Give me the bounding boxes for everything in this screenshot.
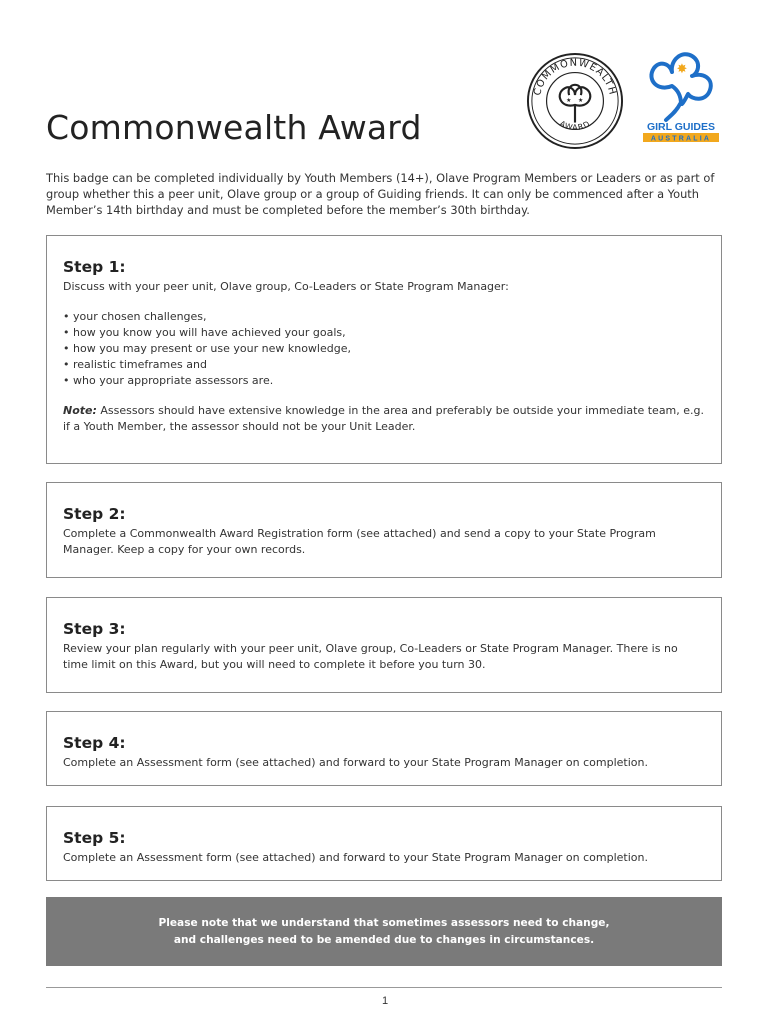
footer-divider	[46, 987, 722, 988]
step-1-bullet-list	[63, 309, 705, 389]
svg-text:★: ★	[577, 97, 584, 104]
list-item: • how you know you will have achieved your goals,	[63, 325, 705, 341]
intro-paragraph: This badge can be completed individually by Youth Members (14+), Olave Program Members or Leaders or as part of group whether this a peer unit, Olave group or a group of Guiding friends. It can only be commenced after a Youth Member’s 14th birthday and must be completed before the member’s 30th birthday.	[46, 171, 715, 217]
logo-text-line2: AUSTRALIA	[650, 135, 712, 143]
note-text: Assessors should have extensive knowledge in the area and preferably be outside your immediate team, e.g. if a Youth Member, the assessor should not be your Unit Leader.	[63, 404, 705, 433]
step-1-text: Discuss with your peer unit, Olave group, Co-Leaders or State Program Manager:	[63, 280, 509, 293]
list-item: • how you may present or use your new knowledge,	[63, 341, 705, 357]
step-3-text: Review your plan regularly with your peer unit, Olave group, Co-Leaders or State Program Manager. There is no time limit on this Award, but you will need to complete it before you turn 30.	[63, 642, 678, 671]
step-5-title: Step 5:	[63, 829, 126, 847]
notice-line-1: Please note that we understand that sometimes assessors need to change,	[158, 917, 610, 929]
commonwealth-award-seal	[526, 52, 624, 150]
notice-line-2: and challenges need to be amended due to changes in circumstances.	[173, 934, 595, 946]
list-item: • realistic timeframes and	[63, 357, 705, 373]
notice-banner	[46, 897, 722, 966]
list-item: • your chosen challenges,	[63, 309, 705, 325]
step-1-title: Step 1:	[63, 258, 126, 276]
note-label: Note:	[63, 404, 97, 417]
seal-ring-text: COMMONWEALTH	[532, 57, 618, 97]
step-5-text: Complete an Assessment form (see attached) and forward to your State Program Manager on completion.	[63, 851, 648, 864]
logo-text-line1: GIRL GUIDES	[646, 121, 716, 133]
girl-guides-australia-logo	[636, 46, 726, 146]
step-2-title: Step 2:	[63, 505, 126, 523]
step-5-box	[46, 806, 722, 881]
step-2-box	[46, 482, 722, 578]
step-3-title: Step 3:	[63, 620, 126, 638]
step-3-box	[46, 597, 722, 693]
svg-text:★: ★	[566, 97, 572, 104]
star-icon: ✸	[676, 61, 688, 76]
step-1-note	[63, 403, 705, 435]
seal-bottom-text: AWARD	[557, 118, 593, 133]
step-4-title: Step 4:	[63, 734, 126, 752]
step-4-box	[46, 711, 722, 786]
list-item: • who your appropriate assessors are.	[63, 373, 705, 389]
step-2-text: Complete a Commonwealth Award Registration form (see attached) and send a copy to your State Program Manager. Keep a copy for your own records.	[63, 527, 656, 556]
page-number: 1	[381, 995, 389, 1007]
page-title: Commonwealth Award	[46, 108, 422, 147]
step-4-text: Complete an Assessment form (see attached) and forward to your State Program Manager on completion.	[63, 756, 648, 769]
step-1-box	[46, 235, 722, 464]
